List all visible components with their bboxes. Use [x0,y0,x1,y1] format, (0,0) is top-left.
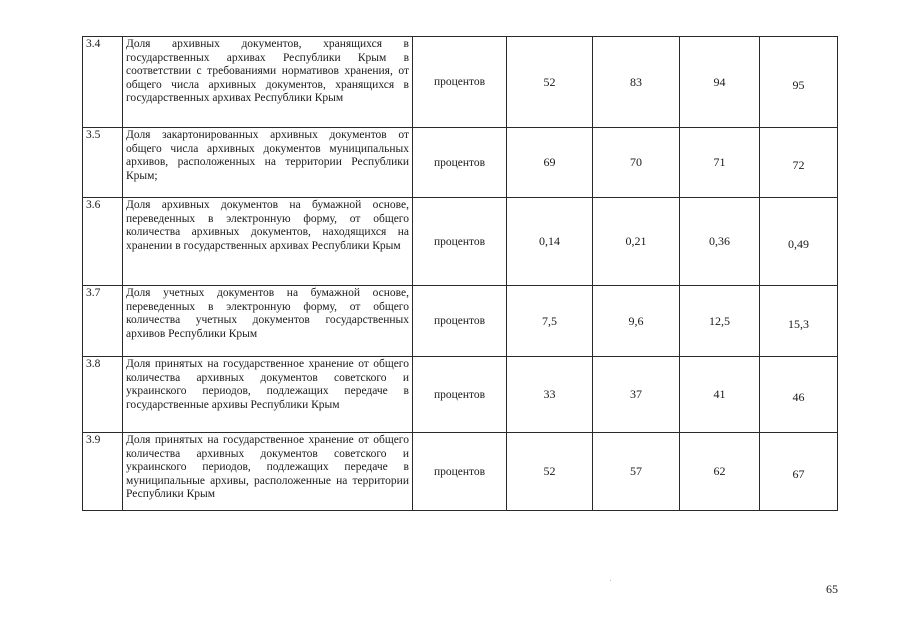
value-cell: 33 [507,357,593,433]
indicators-table [82,36,838,511]
unit-cell: процентов [413,37,507,128]
table-row [83,433,838,511]
indicator-description: Доля архивных документов на бумажной основе, переведенных в электронную форму, от общего количества архивных документов, находящихся на хранении в государственных архивах Республики Крым [123,198,413,286]
value-cell [760,286,838,357]
indicator-description: Доля принятых на государственное хранение от общего количества архивных документов советского и украинского периодов, подлежащих передаче в государственные архивы Республики Крым [123,357,413,433]
value-text: 0,49 [788,237,809,251]
page-number: 65 [826,582,838,596]
unit-cell: процентов [413,128,507,198]
value-cell: 0,14 [507,198,593,286]
value-text: 95 [792,77,805,92]
indicator-description: Доля архивных документов, хранящихся в государственных архивах Республики Крым в соответствии с требованиями нормативов хранения, от общего числа архивных документов, хранящихся в государственных архивах Республики Крым [123,37,413,128]
indicator-description: Доля учетных документов на бумажной основе, переведенных в электронную форму, от общего количества учетных документов государственных архивов Республики Крым [123,286,413,357]
value-cell: 83 [593,37,680,128]
scan-speck [610,580,611,581]
value-cell: 62 [680,433,760,511]
value-cell [760,198,838,286]
value-cell: 7,5 [507,286,593,357]
value-cell: 94 [680,37,760,128]
row-number: 3.7 [83,286,123,357]
value-cell: 52 [507,433,593,511]
value-cell [760,433,838,511]
value-cell: 0,36 [680,198,760,286]
row-number: 3.8 [83,357,123,433]
value-cell [760,357,838,433]
unit-cell: процентов [413,433,507,511]
value-cell: 69 [507,128,593,198]
row-number: 3.6 [83,198,123,286]
value-cell: 41 [680,357,760,433]
row-number: 3.4 [83,37,123,128]
indicator-description: Доля принятых на государственное хранение от общего количества архивных документов советского и украинского периодов, подлежащих передаче в муниципальные архивы, расположенные на территории Республики Крым [123,433,413,511]
value-cell: 0,21 [593,198,680,286]
value-cell [760,128,838,198]
row-number: 3.9 [83,433,123,511]
value-cell: 52 [507,37,593,128]
value-cell [760,37,838,128]
row-number: 3.5 [83,128,123,198]
table-row [83,286,838,357]
value-cell: 12,5 [680,286,760,357]
table-row [83,37,838,128]
table-row [83,128,838,198]
table-row [83,357,838,433]
value-text: 72 [792,158,805,172]
unit-cell: процентов [413,198,507,286]
value-cell: 70 [593,128,680,198]
value-cell: 9,6 [593,286,680,357]
value-cell: 57 [593,433,680,511]
indicator-description: Доля закартонированных архивных документов от общего числа архивных документов муниципальных архивов, расположенных на территории Республики Крым; [123,128,413,198]
value-text: 15,3 [788,316,809,331]
value-text: 46 [792,390,805,404]
value-cell: 71 [680,128,760,198]
value-text: 67 [792,467,805,481]
unit-cell: процентов [413,286,507,357]
unit-cell: процентов [413,357,507,433]
value-cell: 37 [593,357,680,433]
table-row [83,198,838,286]
